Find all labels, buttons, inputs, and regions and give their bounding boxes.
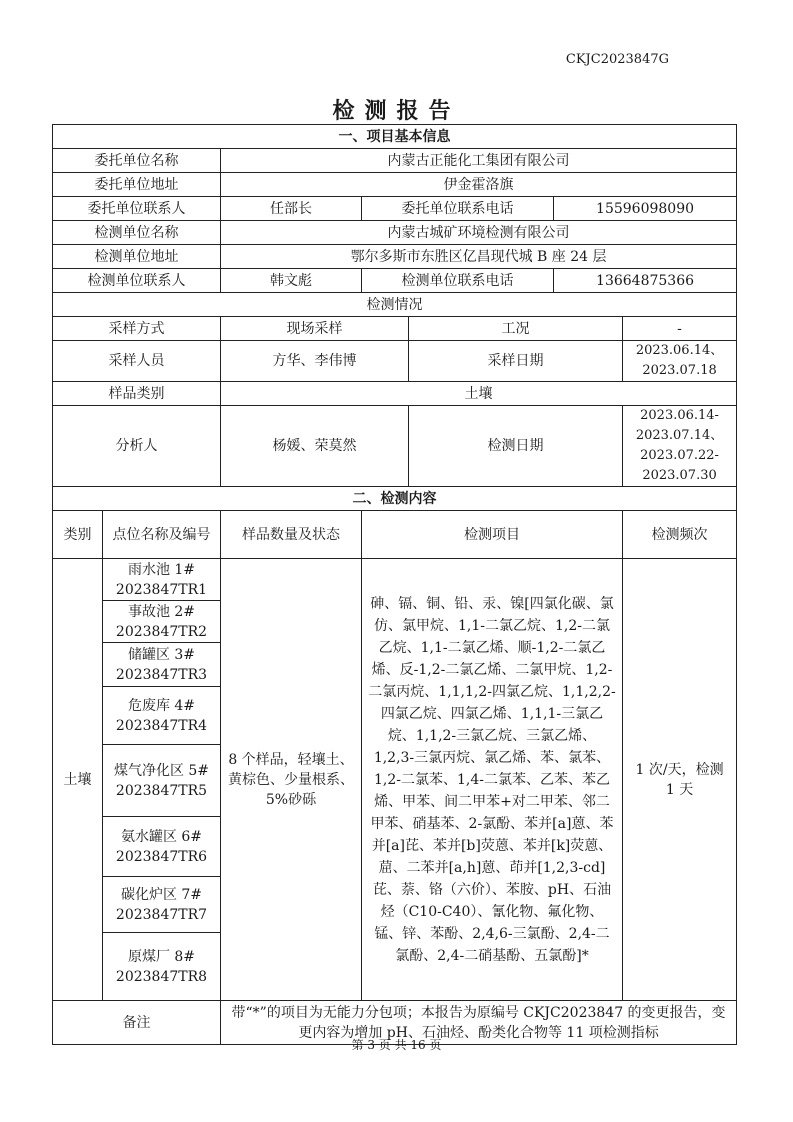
client-phone-label: 委托单位联系电话 [362, 197, 554, 221]
condition-label: 工况 [409, 317, 623, 341]
analyst-label: 分析人 [53, 406, 221, 487]
sample-type-value: 土壤 [221, 382, 737, 406]
point-cell [103, 643, 221, 687]
point-name: 氨水罐区 6# [120, 828, 203, 845]
point-name: 雨水池 1# [127, 561, 196, 578]
point-name: 原煤厂 8# [127, 948, 196, 965]
lab-address-label: 检测单位地址 [53, 245, 221, 269]
category-cell: 土壤 [53, 559, 103, 1001]
col-header-quantity: 样品数量及状态 [221, 511, 362, 559]
sampling-method-label: 采样方式 [53, 317, 221, 341]
client-address-value: 伊金霍洛旗 [221, 173, 737, 197]
point-name: 煤气净化区 5# [113, 762, 210, 779]
report-code: CKJC2023847G [565, 52, 669, 67]
report-table [52, 124, 737, 1045]
point-cell [103, 817, 221, 877]
col-header-category: 类别 [53, 511, 103, 559]
analyst-value: 杨媛、荣莫然 [221, 406, 409, 487]
page-footer: 第 3 页 共 16 页 [351, 1038, 442, 1052]
lab-name-label: 检测单位名称 [53, 221, 221, 245]
sampler-label: 采样人员 [53, 341, 221, 382]
condition-value: - [623, 317, 737, 341]
client-name-value: 内蒙古正能化工集团有限公司 [221, 149, 737, 173]
point-name: 事故池 2# [127, 603, 196, 620]
col-header-frequency: 检测频次 [623, 511, 737, 559]
lab-contact-label: 检测单位联系人 [53, 269, 221, 293]
point-code: 2023847TR5 [115, 782, 208, 799]
remark-label: 备注 [53, 1001, 221, 1045]
sample-type-label: 样品类别 [53, 382, 221, 406]
point-name: 碳化炉区 7# [120, 886, 203, 903]
test-items-cell [362, 559, 623, 1001]
sampling-date-label: 采样日期 [409, 341, 623, 382]
lab-contact-value: 韩文彪 [221, 269, 362, 293]
lab-address-value: 鄂尔多斯市东胜区亿昌现代城 B 座 24 层 [221, 245, 737, 269]
test-date-value [623, 406, 737, 487]
client-phone-value: 15596098090 [554, 197, 737, 221]
section-1-header: 一、项目基本信息 [53, 125, 737, 149]
sampler-value: 方华、李伟博 [221, 341, 409, 382]
test-date-label: 检测日期 [409, 406, 623, 487]
client-address-label: 委托单位地址 [53, 173, 221, 197]
frequency-cell: 1 次/天，检测 1 天 [623, 559, 737, 1001]
test-items-text: 砷、镉、铜、铅、汞、镍[四氯化碳、氯仿、氯甲烷、1,1-二氯乙烷、1,2-二氯乙烷、1,1-二氯乙烯、顺-1,2-二氯乙烯、反-1,2-二氯乙烯、二氯甲烷、1,2-二氯丙烷、1,1,1,2-四氯乙烷、1,1,2,2-四氯乙烷、四氯乙烯、1,1,1-三氯乙烷、1,1,2-三氯乙烷、三氯乙烯、1,2,3-三氯丙烷、氯乙烯、苯、氯苯、1,2-二氯苯、1,4-二氯苯、乙苯、苯乙烯、甲苯、间二甲苯+对二甲苯、邻二甲苯、硝基苯、2-氯酚、苯并[a]蒽、苯并[a]芘、苯并[b]荧蒽、苯并[k]荧蒽、䓛、二苯并[a,h]蒽、茚并[1,2,3-cd]芘、萘、铬（六价）、苯胺、pH、石油烃（C10-C40）、氰化物、氟化物、锰、锌、苯酚、2,4,6-三氯酚、2,4-二氯酚、2,4-二硝基酚、五氯酚]* [368, 595, 616, 964]
point-code: 2023847TR7 [115, 906, 208, 923]
sampling-method-value: 现场采样 [221, 317, 409, 341]
point-code: 2023847TR8 [115, 968, 208, 985]
test-date-line-1: 2023.06.14-2023.07.14、 [635, 408, 724, 443]
point-cell [103, 877, 221, 933]
point-name: 储罐区 3# [127, 646, 196, 663]
point-cell [103, 601, 221, 643]
test-date-line-2: 2023.07.22-2023.07.30 [640, 448, 719, 483]
col-header-point: 点位名称及编号 [103, 511, 221, 559]
col-header-items: 检测项目 [362, 511, 623, 559]
client-contact-value: 任部长 [221, 197, 362, 221]
point-code: 2023847TR2 [115, 623, 208, 640]
point-code: 2023847TR6 [115, 848, 208, 865]
situation-header: 检测情况 [53, 293, 737, 317]
point-cell [103, 745, 221, 817]
client-contact-label: 委托单位联系人 [53, 197, 221, 221]
lab-phone-value: 13664875366 [554, 269, 737, 293]
section-2-header: 二、检测内容 [53, 487, 737, 511]
point-cell [103, 933, 221, 1001]
point-code: 2023847TR3 [115, 666, 208, 683]
page-title: 检测报告 [332, 98, 461, 124]
point-cell [103, 559, 221, 601]
lab-phone-label: 检测单位联系电话 [362, 269, 554, 293]
point-code: 2023847TR1 [115, 581, 208, 598]
client-name-label: 委托单位名称 [53, 149, 221, 173]
point-code: 2023847TR4 [115, 717, 208, 734]
sampling-date-value: 2023.06.14、2023.07.18 [623, 341, 737, 382]
quantity-state-cell: 8 个样品，轻壤土、黄棕色、少量根系、5%砂砾 [221, 559, 362, 1001]
point-cell [103, 687, 221, 745]
point-name: 危废库 4# [127, 697, 196, 714]
lab-name-value: 内蒙古城矿环境检测有限公司 [221, 221, 737, 245]
remark-value: 带“*”的项目为无能力分包项；本报告为原编号 CKJC2023847 的变更报告，变更内容为增加 pH、石油烃、酚类化合物等 11 项检测指标 [221, 1001, 737, 1045]
